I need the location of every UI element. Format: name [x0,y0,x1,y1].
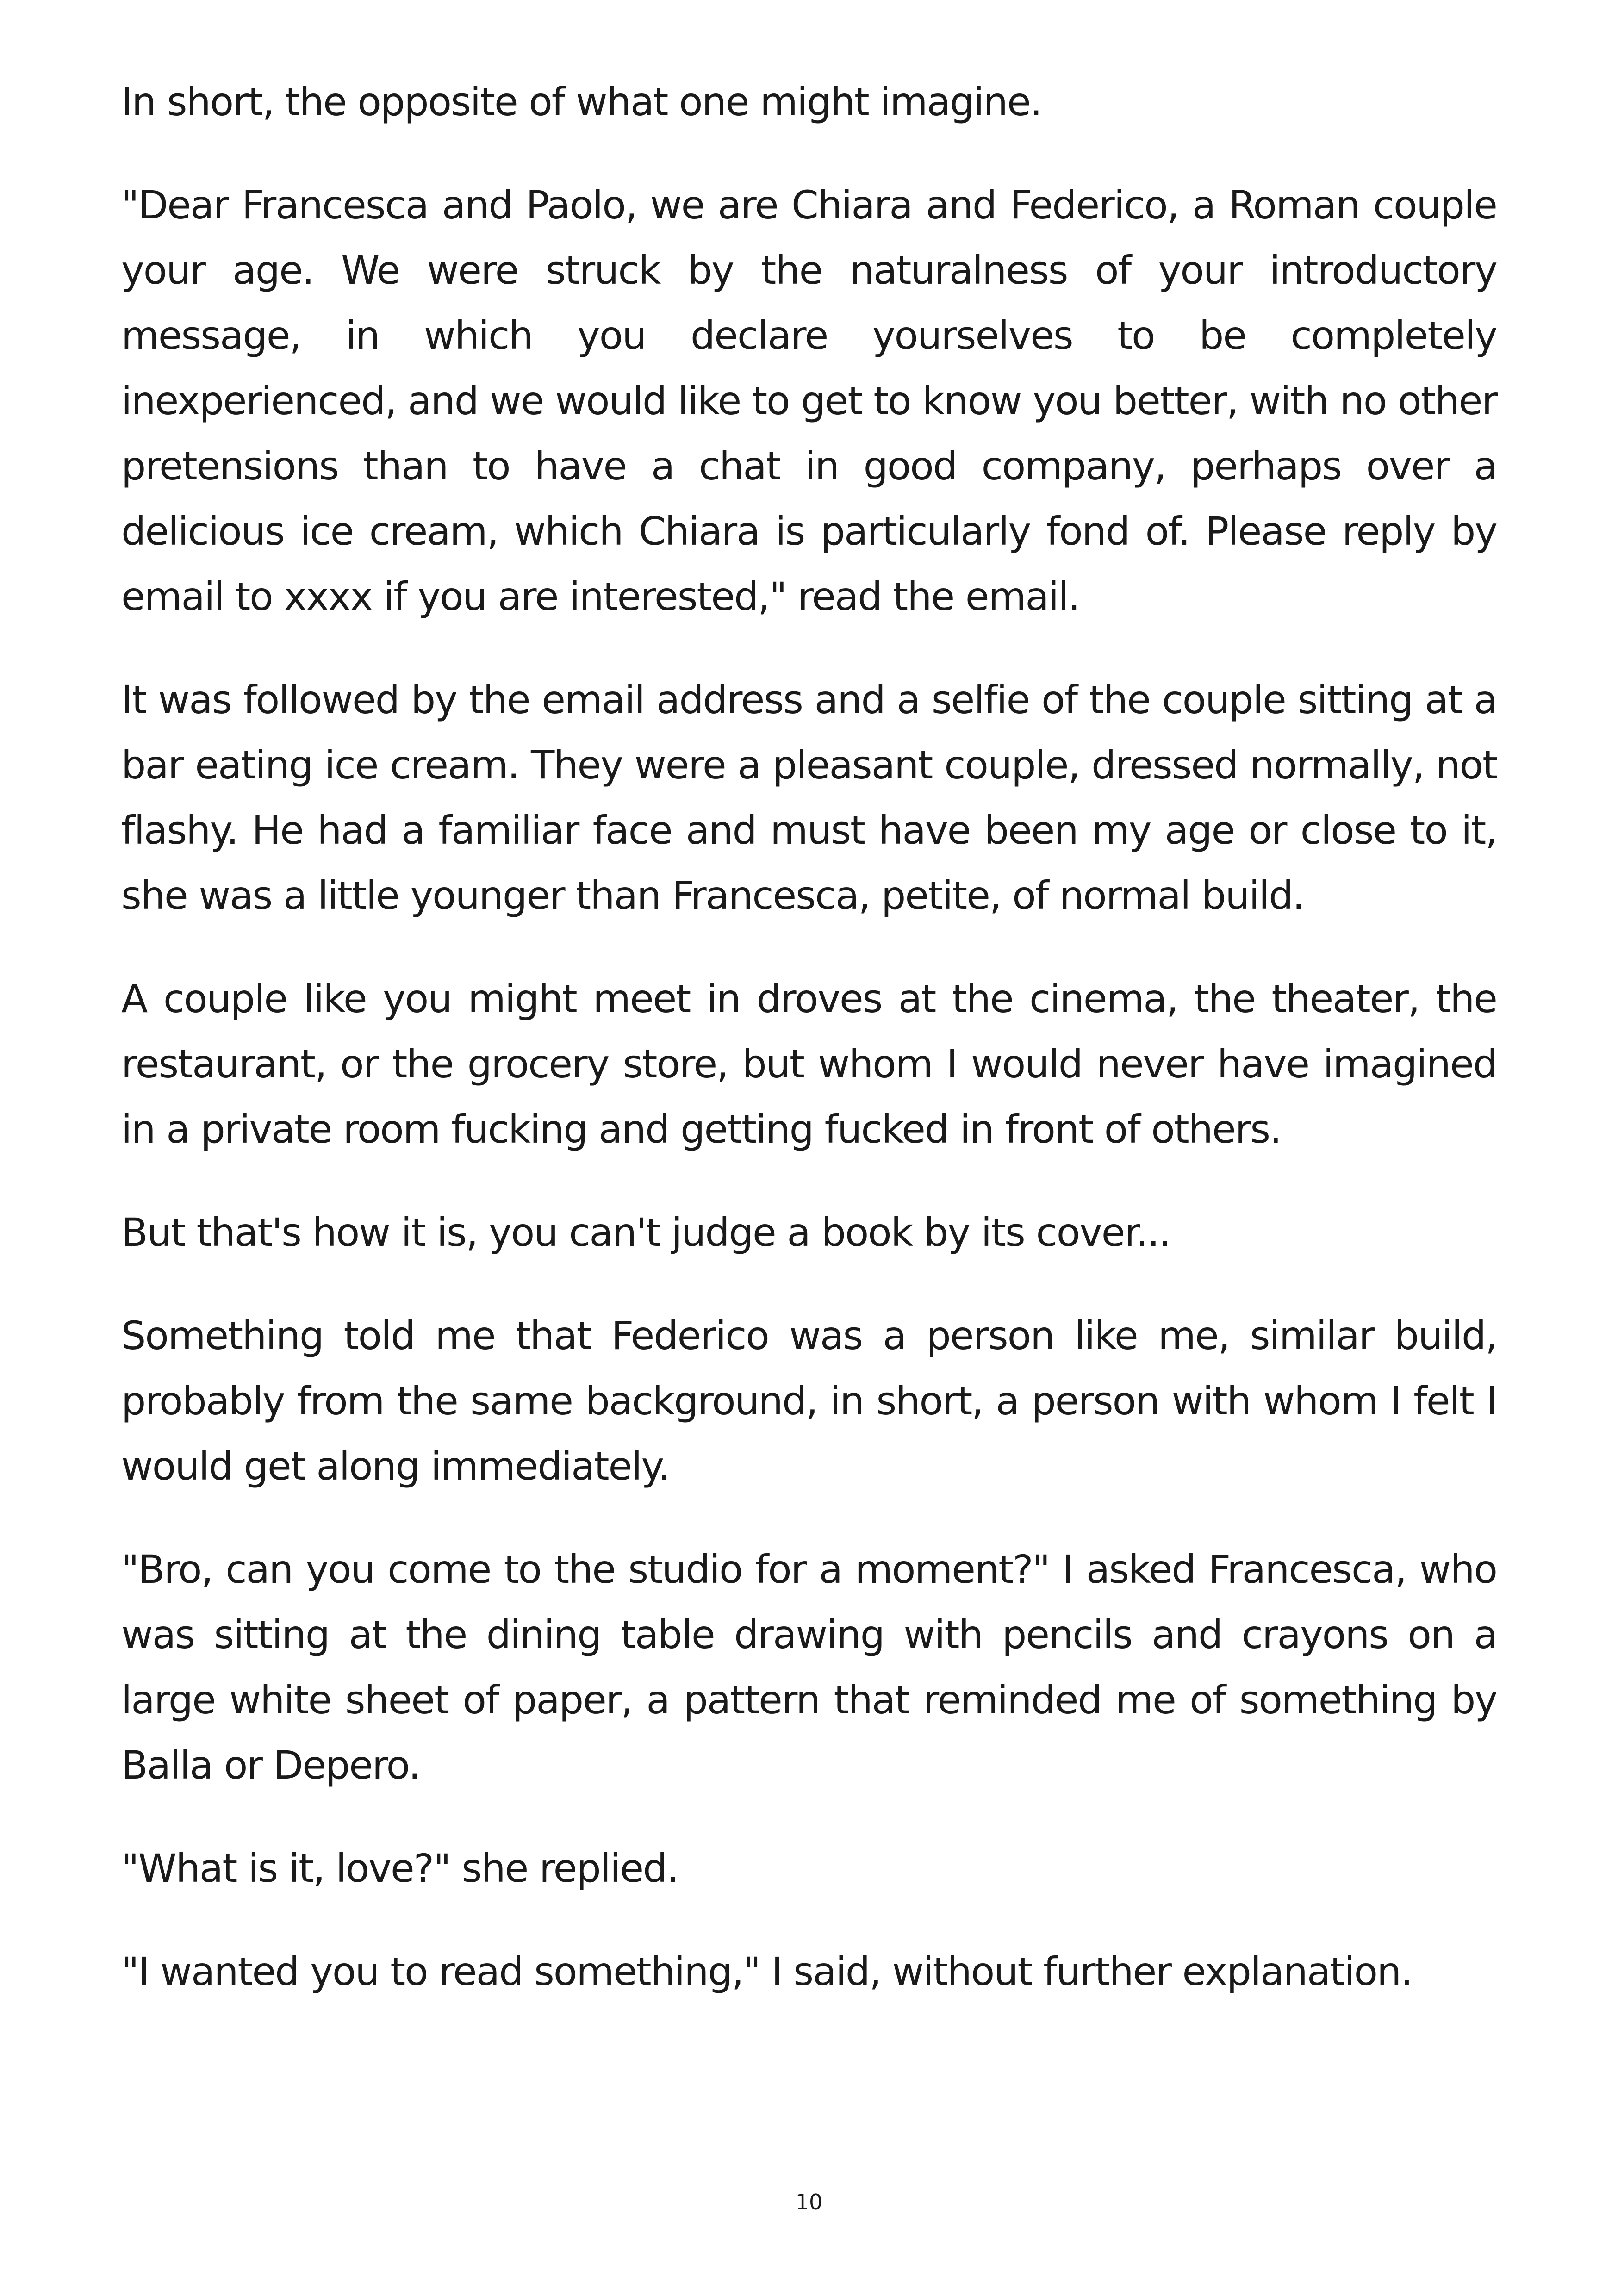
body-text [121,69,1497,2042]
paragraph: It was followed by the email address and a selfie of the couple sitting at a bar eating ice cream. They were a pleasant couple, dressed normally, not flashy. He had a familiar face and must have been my age or close to it, she was a little younger than Francesca, petite, of normal build. [121,677,1497,918]
paragraph: In short, the opposite of what one might imagine. [121,79,1042,124]
paragraph: "Bro, can you come to the studio for a moment?" I asked Francesca, who was sitting at the dining table drawing with pencils and crayons on a large white sheet of paper, a pattern that reminded me of something by Balla or Depero. [121,1547,1497,1788]
paragraph: "I wanted you to read something," I said, without further explanation. [121,1949,1412,1994]
paragraph: Something told me that Federico was a person like me, similar build, probably from the same background, in short, a person with whom I felt I would get along immediately. [121,1313,1497,1489]
paragraph: "What is it, love?" she replied. [121,1846,678,1891]
paragraph: "Dear Francesca and Paolo, we are Chiara and Federico, a Roman couple your age. We were struck by the naturalness of your introductory message, in which you declare yourselves to be completely inexperienced, and we would like to get to know you better, with no other pretensions than to have a chat in good company, perhaps over a delicious ice cream, which Chiara is particularly fond of. Please reply by email to xxxx if you are interested," read the email. [121,182,1497,619]
paragraph: But that's how it is, you can't judge a book by its cover... [121,1210,1170,1255]
paragraph: A couple like you might meet in droves at the cinema, the theater, the restaurant, or the grocery store, but whom I would never have imagined in a private room fucking and getting fucked in front of others. [121,976,1497,1152]
page-number: 10 [795,2190,823,2215]
